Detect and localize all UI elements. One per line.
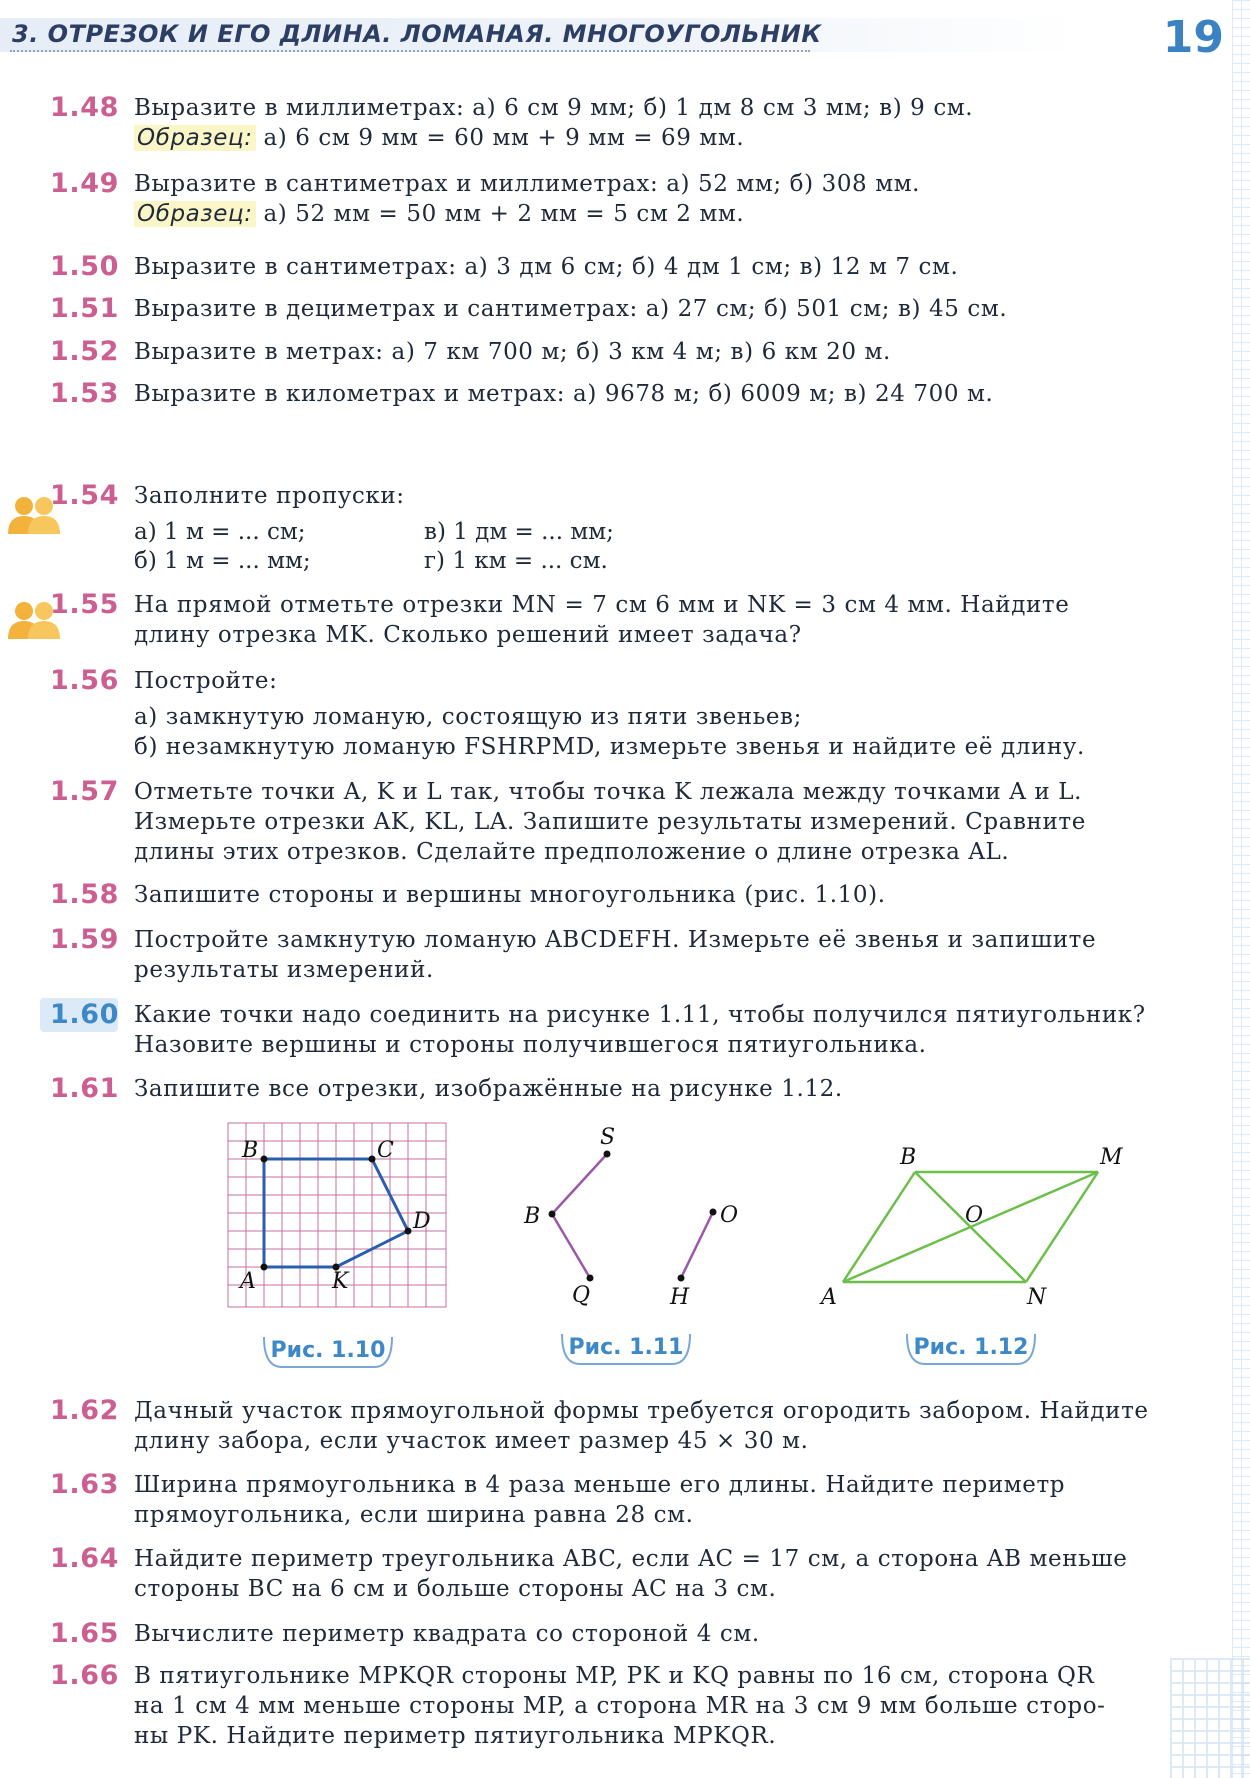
problem-text: На прямой отметьте отрезки MN = 7 см 6 мм и NK = 3 см 4 мм. Найдите длину отрезка MK. Сколько решений имеет задача? xyxy=(134,592,1070,648)
label-h: H xyxy=(670,1285,690,1310)
problem-number: 1.51 xyxy=(50,293,120,324)
point-q xyxy=(587,1275,594,1282)
problem-number: 1.50 xyxy=(50,251,120,282)
problem-text: Выразите в миллиметрах: а) 6 см 9 мм; б) 1 дм 8 см 3 мм; в) 9 см. Образец: а) 6 см 9 мм = 60 мм + 9 мм = 69 мм. xyxy=(134,95,974,151)
figure-caption: Рис. 1.11 xyxy=(560,1330,692,1366)
point-s xyxy=(604,1151,611,1158)
problem-number: 1.48 xyxy=(50,92,120,123)
label-o: O xyxy=(965,1203,984,1228)
figure-1-11 xyxy=(510,1120,770,1360)
figure-caption: Рис. 1.12 xyxy=(905,1330,1037,1366)
label-n: N xyxy=(1027,1285,1047,1310)
figure-caption: Рис. 1.10 xyxy=(262,1333,394,1369)
label-b: B xyxy=(242,1138,259,1163)
chapter-title: 3. ОТРЕЗОК И ЕГО ДЛИНА. ЛОМАНАЯ. МНОГОУГОЛЬНИК xyxy=(12,20,822,48)
problem-number: 1.64 xyxy=(50,1543,120,1574)
page-number: 19 xyxy=(1162,12,1224,63)
problem-number: 1.49 xyxy=(50,168,120,199)
problem-text: Выразите в дециметрах и сантиметрах: а) 27 см; б) 501 см; в) 45 см. xyxy=(134,296,1008,322)
parallelogram-diagram xyxy=(815,1130,1145,1310)
problem-text: Постройте: а) замкнутую ломаную, состоящую из пяти звеньев; б) незамкнутую ломаную FSHRPMD, измерьте звенья и найдите её длину. xyxy=(134,668,1085,760)
problem-number: 1.55 xyxy=(50,589,120,620)
segment-sb xyxy=(552,1154,607,1214)
problem-number: 1.57 xyxy=(50,776,120,807)
figure-1-10 xyxy=(220,1115,460,1363)
label-d: D xyxy=(413,1209,431,1234)
problem-text: Какие точки надо соединить на рисунке 1.11, чтобы получился пятиугольник? Назовите вершины и стороны получившегося пятиугольника. xyxy=(134,1002,1146,1058)
problem-number: 1.56 xyxy=(50,665,120,696)
label-o: O xyxy=(720,1203,739,1228)
label-a: A xyxy=(240,1269,256,1294)
label-b: B xyxy=(900,1145,917,1170)
point-b xyxy=(549,1211,556,1218)
problem-text: Запишите все отрезки, изображённые на рисунке 1.12. xyxy=(134,1076,843,1102)
problem-text: Найдите периметр треугольника ABC, если AC = 17 см, а сторона AB меньше стороны BC на 6 см и больше стороны AC на 3 см. xyxy=(134,1546,1128,1602)
problem-number: 1.53 xyxy=(50,378,120,409)
problem-text: Выразите в километрах и метрах: а) 9678 м; б) 6009 м; в) 24 700 м. xyxy=(134,381,994,407)
header-underline xyxy=(10,50,810,52)
problem-number: 1.61 xyxy=(50,1073,120,1104)
margin-grid-decoration xyxy=(1232,0,1250,1778)
figure-1-12 xyxy=(815,1130,1145,1360)
point-b xyxy=(261,1156,268,1163)
problem-text: Выразите в метрах: а) 7 км 700 м; б) 3 км 4 м; в) 6 км 20 м. xyxy=(134,339,891,365)
polygon-grid-diagram xyxy=(220,1115,460,1315)
problem-text: Вычислите периметр квадрата со стороной 4 см. xyxy=(134,1621,760,1647)
sample-label: Образец: xyxy=(134,201,256,227)
problem-text: Выразите в сантиметрах и миллиметрах: а) 52 мм; б) 308 мм. Образец: а) 52 мм = 50 мм + 2 мм = 5 см 2 мм. xyxy=(134,171,921,227)
problem-text: Постройте замкнутую ломаную ABCDEFH. Измерьте её звенья и запишите результаты измерений. xyxy=(134,927,1097,983)
point-o xyxy=(710,1209,717,1216)
label-a: A xyxy=(821,1285,837,1310)
point-d xyxy=(405,1228,412,1235)
fill-blanks-columns: а) 1 м = ... см; в) 1 дм = ... мм; б) 1 м = ... мм; г) 1 км = ... см. xyxy=(134,519,614,574)
problem-number: 1.66 xyxy=(50,1660,120,1691)
problem-text: Выразите в сантиметрах: а) 3 дм 6 см; б) 4 дм 1 см; в) 12 м 7 см. xyxy=(134,254,959,280)
problem-text: В пятиугольнике MPKQR стороны MP, PK и KQ равны по 16 см, сторона QR на 1 см 4 мм меньше стороны MP, а сторона MR на 3 см 9 мм больше сторо- ны PK. Найдите периметр пятиугольника MPKQR. xyxy=(134,1663,1106,1749)
label-q: Q xyxy=(572,1283,591,1308)
problem-number: 1.59 xyxy=(50,924,120,955)
label-s: S xyxy=(600,1125,616,1150)
problem-text: Запишите стороны и вершины многоугольника (рис. 1.10). xyxy=(134,882,886,908)
problem-number: 1.58 xyxy=(50,879,120,910)
problem-number: 1.62 xyxy=(50,1395,120,1426)
problem-number: 1.52 xyxy=(50,336,120,367)
point-h xyxy=(678,1275,685,1282)
problem-number: 1.65 xyxy=(50,1618,120,1649)
label-c: C xyxy=(377,1138,394,1163)
problem-number: 1.63 xyxy=(50,1469,120,1500)
page-header xyxy=(0,0,1250,70)
segment-bq xyxy=(552,1214,590,1278)
sample-label: Образец: xyxy=(134,125,256,151)
problem-number: 1.54 xyxy=(50,480,120,511)
label-k: K xyxy=(332,1269,349,1294)
segment-oh xyxy=(681,1212,713,1278)
label-b: B xyxy=(524,1204,541,1229)
problem-text: Ширина прямоугольника в 4 раза меньше его длины. Найдите периметр прямоугольника, если ширина равна 28 см. xyxy=(134,1472,1066,1528)
problem-text: Дачный участок прямоугольной формы требуется огородить забором. Найдите длину забора, если участок имеет размер 45 × 30 м. xyxy=(134,1398,1149,1454)
points-diagram xyxy=(510,1120,770,1310)
problem-text: Отметьте точки A, K и L так, чтобы точка K лежала между точками A и L. Измерьте отрезки AK, KL, LA. Запишите результаты измерений. Сравните длины этих отрезков. Сделайте предположение о длине отрезка AL. xyxy=(134,779,1086,865)
point-a xyxy=(261,1264,268,1271)
label-m: M xyxy=(1100,1145,1123,1170)
problem-text: Заполните пропуски: xyxy=(134,483,405,509)
problem-number: 1.60 xyxy=(50,999,120,1030)
point-c xyxy=(369,1156,376,1163)
